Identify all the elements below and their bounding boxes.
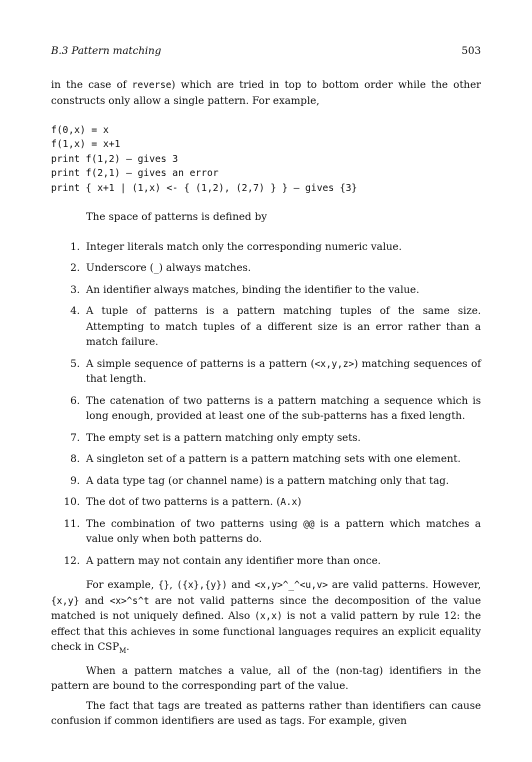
item-number: 6.: [70, 395, 80, 407]
item-number: 2.: [70, 263, 80, 275]
running-header: [51, 46, 481, 60]
list-item: [51, 474, 481, 490]
list-item: [51, 304, 481, 351]
item-number: 7.: [70, 432, 80, 444]
text-run: For example,: [86, 580, 159, 592]
list-item: [51, 261, 481, 277]
list-item: [51, 394, 481, 425]
list-item: [51, 495, 481, 511]
page-number: 503: [461, 46, 481, 57]
code-line: f(1,x) = x+1: [51, 139, 121, 151]
text-run: and: [79, 595, 110, 607]
inline-code: (x,x): [254, 611, 283, 623]
section-title: B.3 Pattern matching: [51, 46, 162, 57]
item-text: is a pattern which matches a value only when both patterns do.: [86, 518, 481, 546]
text-run: are valid patterns. However,: [327, 580, 481, 592]
list-item: [51, 452, 481, 468]
list-item: [51, 554, 481, 570]
item-text: ) matching sequences of that length.: [86, 358, 481, 386]
item-text: A pattern may not contain any identifier more than once.: [86, 555, 381, 567]
inline-code: {}: [158, 580, 170, 592]
text-run: and: [227, 580, 255, 592]
code-block: [51, 124, 481, 196]
page-body: [51, 78, 481, 730]
code-line: print f(1,2) — gives 3: [51, 153, 179, 165]
code-line: f(0,x) = x: [51, 125, 109, 136]
tags-paragraph: The fact that tags are treated as patterns rather than identifiers can cause confusion if common identifiers are used as tags. For example, given: [51, 700, 481, 728]
text-run: are not valid patterns since the decomposition of the value matched is not uniquely defined. Also: [51, 595, 481, 623]
item-number: 4.: [70, 306, 80, 318]
text-run: .: [126, 642, 130, 654]
item-text: A tuple of patterns is a pattern matching tuples of the same size. Attempting to match tuples of a different size is an error rather than a match failure.: [86, 306, 481, 349]
item-number: 5.: [70, 358, 80, 370]
item-text: An identifier always matches, binding the identifier to the value.: [86, 284, 420, 296]
list-item: [51, 431, 481, 447]
item-text: Integer literals match only the corresponding numeric value.: [86, 241, 402, 253]
inline-code: {x,y}: [51, 595, 80, 607]
item-text: The dot of two patterns is a pattern. (: [86, 497, 281, 509]
text-run: ,: [169, 580, 177, 592]
item-text: The catenation of two patterns is a pattern matching a sequence which is long enough, provided at least one of the sub-patterns has a fixed length.: [86, 395, 481, 423]
item-number: 12.: [63, 555, 80, 567]
inline-code: <x,y>^_^<u,v>: [254, 580, 328, 592]
item-number: 10.: [63, 497, 80, 509]
list-item: [51, 357, 481, 388]
text-run: is not a valid pattern by rule 12: the effect that this achieves in some functional languages requires an explicit equality check in CSP: [51, 611, 481, 654]
inline-code: ({x},{y}): [176, 580, 228, 592]
inline-code: <x>^s^t: [109, 595, 150, 607]
inline-code: A.x: [280, 497, 298, 509]
binding-paragraph: When a pattern matches a value, all of the (non-tag) identifiers in the pattern are bound to the corresponding part of the value.: [51, 665, 481, 693]
inline-code: reverse: [131, 80, 172, 91]
code-line: print { x+1 | (1,x) <- { (1,2), (2,7) } } — gives {3}: [51, 182, 358, 194]
list-item: [51, 240, 481, 256]
item-text: A data type tag (or channel name) is a pattern matching only that tag.: [86, 475, 450, 487]
item-text: The combination of two patterns using: [86, 518, 304, 530]
item-text: A simple sequence of patterns is a pattern (: [86, 358, 315, 370]
subscript: M: [119, 647, 127, 656]
item-text: A singleton set of a pattern is a pattern matching sets with one element.: [86, 454, 461, 466]
list-item: [51, 517, 481, 548]
inline-code: @@: [303, 518, 315, 530]
text-run: ) which are tried in top to bottom order while the other constructs only allow a single pattern. For example,: [51, 80, 481, 107]
item-text: ): [297, 497, 302, 509]
pattern-rules-list: [51, 240, 481, 570]
text-run: in the case of: [51, 80, 132, 91]
item-text: The empty set is a pattern matching only empty sets.: [86, 432, 361, 444]
inline-code: <x,y,z>: [314, 358, 355, 370]
opening-paragraph: [51, 78, 481, 109]
item-number: 3.: [70, 284, 80, 296]
examples-paragraph: [51, 578, 481, 660]
intro-sentence: The space of patterns is defined by: [86, 212, 267, 224]
list-item: [51, 283, 481, 299]
code-line: print f(2,1) — gives an error: [51, 168, 219, 180]
item-text: Underscore (_) always matches.: [86, 263, 251, 275]
item-number: 9.: [70, 475, 80, 487]
item-number: 1.: [70, 241, 80, 253]
item-number: 11.: [63, 518, 80, 530]
item-number: 8.: [70, 454, 80, 466]
